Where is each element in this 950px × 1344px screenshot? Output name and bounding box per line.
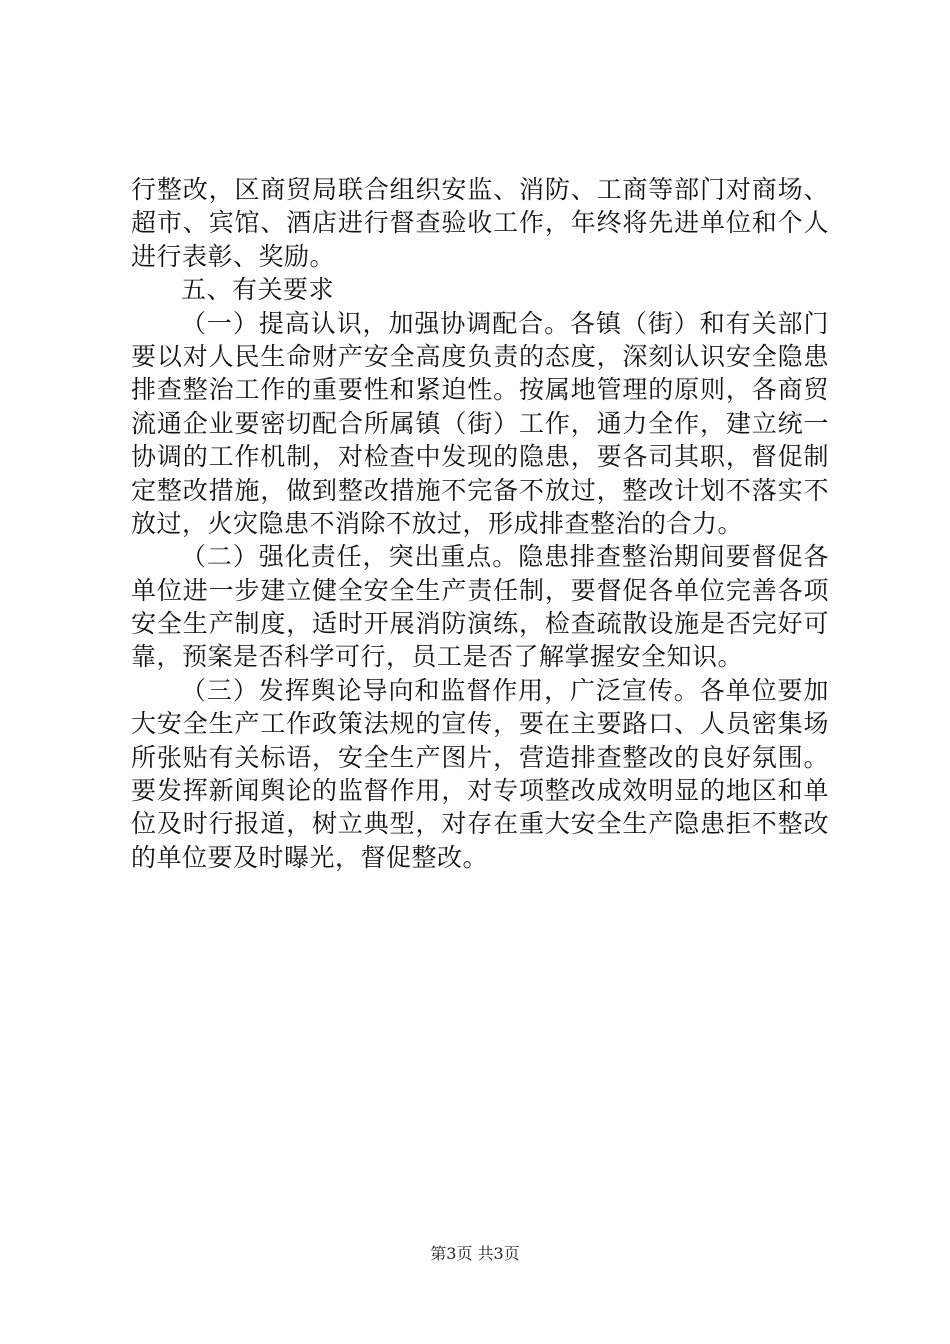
text-line: 超市、宾馆、酒店进行督查验收工作，年终将先进单位和个人: [131, 208, 829, 238]
text-line: 协调的工作机制，对检查中发现的隐患，要各司其职，督促制: [131, 442, 829, 472]
text-line: 流通企业要密切配合所属镇（街）工作，通力全作，建立统一: [131, 408, 829, 438]
text-line: 定整改措施，做到整改措施不完备不放过，整改计划不落实不: [131, 475, 829, 505]
text-line: 行整改，区商贸局联合组织安监、消防、工商等部门对商场、: [131, 175, 829, 204]
text-line: 大安全生产工作政策法规的宣传，要在主要路口、人员密集场: [131, 709, 829, 739]
document-body: [131, 173, 829, 874]
text-line: 要以对人民生命财产安全高度负责的态度，深刻认识安全隐患: [131, 341, 829, 371]
paragraph-first-line: （三）发挥舆论导向和监督作用，广泛宣传。各单位要加: [181, 675, 829, 705]
section-heading: 五、有关要求: [181, 275, 335, 305]
paragraph-first-line: （一）提高认识，加强协调配合。各镇（街）和有关部门: [181, 308, 829, 338]
page-number-footer: 第3页 共3页: [430, 1244, 520, 1263]
text-line: 排查整治工作的重要性和紧迫性。按属地管理的原则，各商贸: [131, 375, 829, 405]
text-line: 单位进一步建立健全安全生产责任制，要督促各单位完善各项: [131, 575, 829, 605]
text-line: 要发挥新闻舆论的监督作用，对专项整改成效明显的地区和单: [131, 776, 829, 806]
text-line: 的单位要及时曝光，督促整改。: [131, 842, 489, 872]
text-line: 放过，火灾隐患不消除不放过，形成排查整治的合力。: [131, 508, 744, 538]
text-line: 所张贴有关标语，安全生产图片，营造排查整改的良好氛围。: [131, 742, 829, 772]
paragraph-first-line: （二）强化责任，突出重点。隐患排查整治期间要督促各: [181, 542, 829, 572]
text-line: 位及时行报道，树立典型，对存在重大安全生产隐患拒不整改: [131, 809, 829, 839]
text-line: 进行表彰、奖励。: [131, 241, 336, 271]
text-line: 安全生产制度，适时开展消防演练，检查疏散设施是否完好可: [131, 609, 829, 639]
text-line: 靠，预案是否科学可行，员工是否了解掌握安全知识。: [131, 642, 744, 672]
